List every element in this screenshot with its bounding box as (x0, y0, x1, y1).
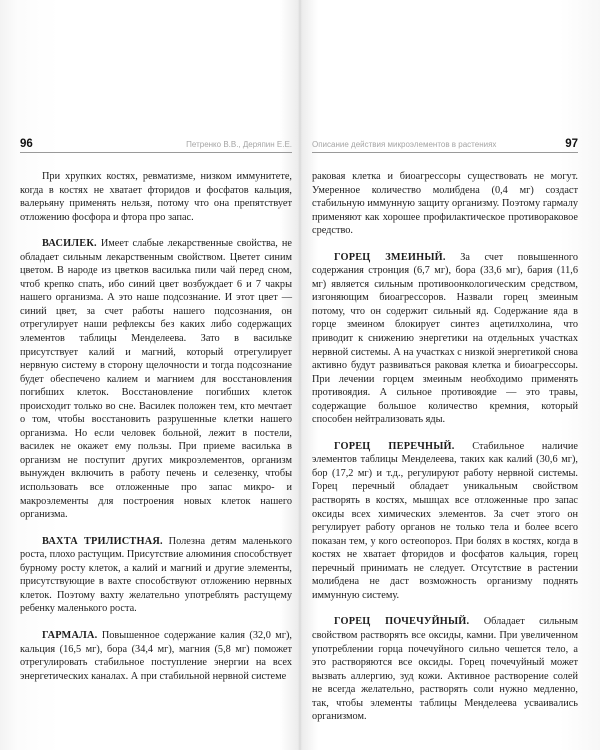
page-number: 96 (20, 138, 33, 150)
entry-text: Полезна детям маленького роста, плохо растущим. Присутствие алюминия способствует бурному росту клеток, а калий и магний и другие элементы, присутствующие в вахте способствуют отложению нервных клеток. Поэтому вахту желательно употреблять растущему ребенку маленького роста. (20, 535, 292, 615)
right-page (312, 138, 578, 724)
entry-text: Повышенное содержание калия (32,0 мг), кальция (16,5 мг), бора (34,4 мг), магния (5,8 мг) поможет отрегулировать стабильное поступление энергии на всех энергетических каналах. А при стабильной нервной системе (20, 629, 293, 682)
entry-title: ГАРМАЛА. (42, 629, 98, 641)
left-page (20, 138, 292, 683)
entry-text: Стабильное наличие элементов таблицы Менделеева, таких как калий (30,6 мг), бор (17,2 мг) и т.д., регулируют работу нервной системы. Горец перечный обладает уникальным свойством растворять в костях, мышцах все отложенные про запас оксиды всех химических элементов. За счет этого он регулирует работу органов не только тела и более всего показан тем, у кого остеопороз. При болях в костях, когда в костях не хватает фторидов и фосфатов кальция, горец перечный принимать не следует. Отсутствие в растении молибдена не даст возможность организму поднять иммунную систему. (312, 440, 578, 601)
entry-vakhta (20, 535, 292, 616)
entry-text: Имеет слабые лекарственные свойства, не обладает сильным лекарственным свойством. Цветет синим цветом. В народе из цветков василька пили чай перед сном, чтоб крепко спать, ибо синий цвет возбуждает 6 и 7 чакры нашего организма. А это наше подсознание. И этот цвет — синий цвет, за счет работы нашего подсознания, он отрегулирует наши рефлексы без каких либо содержащих элементов таблицы Менделеева. Зато в васильке присутствует калий и магний, который отрегулирует нервную систему в сторону щелочности и тогда подсознание будет обеспечено калием и магнием для восстановления погибших клеток. Восстановление погибших клеток происходит только во сне. Василек положен тем, кто мечтает о том, чтобы восстановить разрушенные клетки нашего организма. Но если человек больной, лежит в постели, василек не окажет ему пользы. При приеме василька в организм не поступит других микроэлементов, организм вынужден включить в работу печень и селезенку, чтобы использовать все отложенные про запас микро- и макроэлементы для построения новых клеток нашего организма. (20, 238, 292, 521)
intro-paragraph: При хрупких костях, ревматизме, низком иммунитете, когда в костях не хватает фторидов и фосфатов кальция, валерьяну применять нельзя, потому что она препятствует отложению фосфора и фтора про запас. (20, 171, 292, 223)
left-page-header (20, 138, 292, 153)
entry-title: ВАСИЛЕК. (42, 238, 97, 250)
continuation-paragraph: раковая клетка и биоагрессоры существовать не могут. Умеренное количество молибдена (0,4 мг) создаст стабильную иммунную защиту организму. Поэтому гармалу применяют как хорошее профилактическое противораковое средство. (312, 171, 578, 237)
page-number: 97 (565, 138, 578, 150)
entry-title: ГОРЕЦ ПОЧЕЧУЙНЫЙ. (334, 616, 470, 628)
right-page-body (312, 170, 578, 724)
right-page-header (312, 138, 578, 153)
entry-title: ВАХТА ТРИЛИСТНАЯ. (42, 535, 163, 547)
entry-gorets-pochechuyny (312, 615, 578, 723)
running-head-authors: Петренко В.В., Деряпин Е.Е. (186, 140, 292, 149)
entry-text: За счет повышенного содержания стронция (6,7 мг), бора (33,6 мг), бария (11,6 мг) является сильным противоонкологическим средством, изгоняющим биоагрессоров. Назвали горец змеиным потому, что он содержит сильный яд. Содержание яда в горце змеином блокирует синтез ацетилхолина, что приводит к снижению энергетики на отдельных участках нервной системы. А на участках с низкой энергетикой снова активно будут развиваться раковая клетка и биоагрессоры. При лечении горцем змеиным необходимо применять противоядия. А сильное противоядие — это травы, содержащие большое количество кремния, который способен нейтрализовать яды. (312, 251, 578, 426)
entry-gorets-perechny (312, 440, 578, 603)
entry-vasilek (20, 237, 292, 521)
running-head-chapter: Описание действия микроэлементов в растениях (312, 140, 497, 149)
entry-gorets-zmeiny (312, 251, 578, 427)
entry-garmala (20, 629, 292, 683)
entry-title: ГОРЕЦ ПЕРЕЧНЫЙ. (334, 440, 455, 452)
entry-text: Обладает сильным свойством растворять все оксиды, камни. При увеличенном употреблении горца почечуйного сильно чешется тело, а это растворяются все оксиды. Горец почечуйный может вызвать аллергию, зуд кожи. Активное растворение солей не всегда желательно, растворять соли нужно медленно, так, чтобы элементы таблицы Менделеева усваивались организмом. (312, 616, 578, 723)
left-page-body (20, 170, 292, 683)
entry-title: ГОРЕЦ ЗМЕИНЫЙ. (334, 251, 446, 263)
